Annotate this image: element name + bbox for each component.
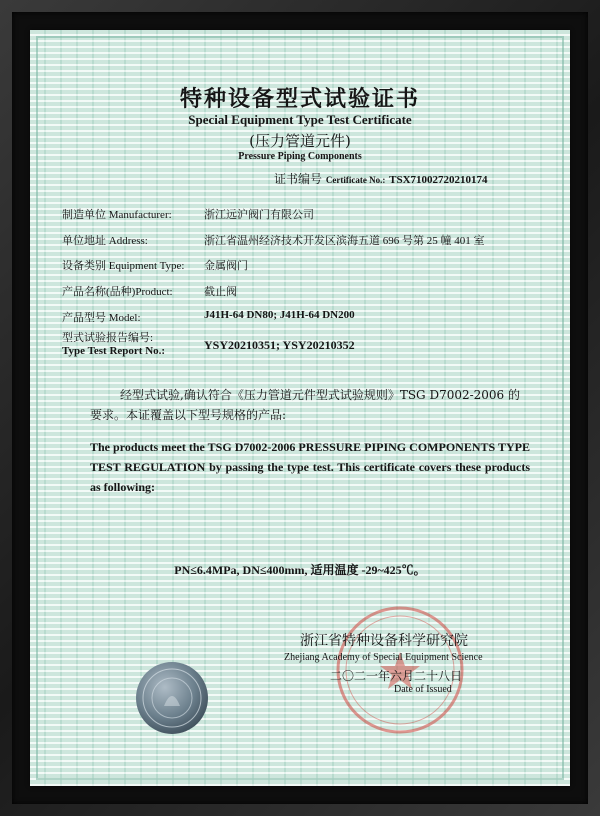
cert-no-label-en: Certificate No.: (325, 175, 386, 185)
product-value: 截止阀 (204, 286, 237, 298)
conformity-paragraph-en: The products meet the TSG D7002-2006 PRESSURE PIPING COMPONENTS TYPE TEST REGULATION by passing the type test. This certificate covers these products as following: (90, 440, 530, 494)
product-label: 产品名称(品种)Product: (62, 286, 173, 298)
report-label-en: Type Test Report No.: (62, 345, 166, 357)
issue-date-cn: 二〇二一年六月二十八日 (330, 669, 463, 683)
model-value: J41H-64 DN80; J41H-64 DN200 (204, 309, 355, 321)
title-en: Special Equipment Type Test Certificate (188, 112, 412, 127)
certificate-paper (30, 30, 570, 786)
report-value: YSY20210351; YSY20210352 (204, 338, 355, 352)
issue-date-en: Date of Issued (394, 684, 452, 695)
certificate-number-line (274, 170, 488, 187)
model-label: 产品型号 Model: (62, 312, 141, 324)
manufacturer-value: 浙江远沪阀门有限公司 (204, 209, 314, 221)
issuer-name-cn: 浙江省特种设备科学研究院 (300, 633, 468, 649)
subtitle-cn: (压力管道元件) (249, 132, 351, 150)
equipment-type-label: 设备类别 Equipment Type: (62, 260, 185, 272)
address-label: 单位地址 Address: (62, 235, 148, 247)
equipment-type-value: 金属阀门 (204, 260, 248, 272)
report-label-cn: 型式试验报告编号: (62, 332, 154, 344)
cert-no-value: TSX71002720210174 (389, 174, 488, 186)
product-range: PN≤6.4MPa, DN≤400mm, 适用温度 -29~425℃。 (174, 563, 426, 577)
issuer-name-en: Zhejiang Academy of Special Equipment Science (284, 652, 483, 663)
manufacturer-label: 制造单位 Manufacturer: (62, 209, 172, 221)
embossed-seal-icon (134, 660, 210, 736)
address-value: 浙江省温州经济技术开发区滨海五道 696 号第 25 幢 401 室 (204, 235, 485, 247)
conformity-paragraph-cn: 经型式试验,确认符合《压力管道元件型式试验规则》TSG D7002-2006 的要求。本证覆盖以下型号规格的产品: (90, 388, 521, 422)
subtitle-en: Pressure Piping Components (238, 151, 362, 162)
title-cn: 特种设备型式试验证书 (179, 86, 420, 112)
cert-no-label-cn: 证书编号 (274, 172, 323, 186)
